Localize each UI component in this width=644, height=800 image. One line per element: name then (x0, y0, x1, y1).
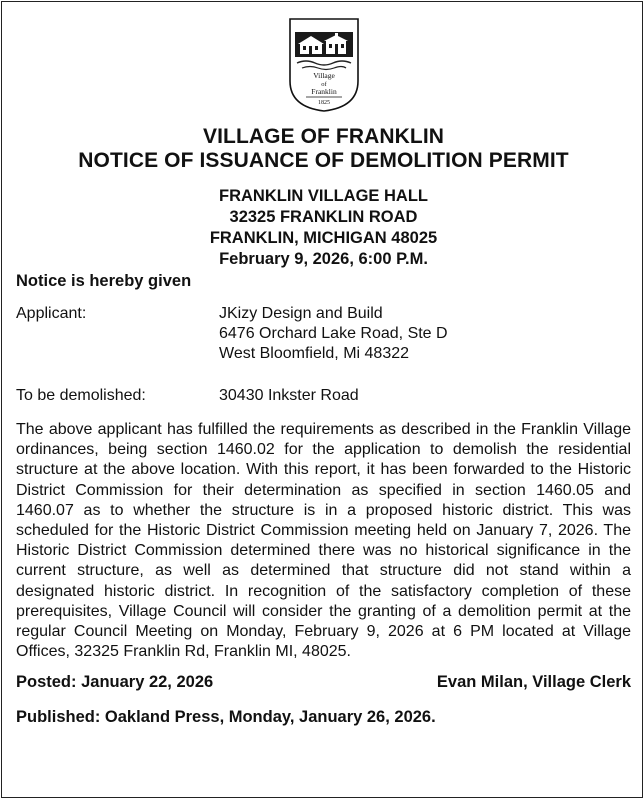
applicant-name: JKizy Design and Build (219, 305, 383, 322)
venue-name: FRANKLIN VILLAGE HALL (219, 187, 428, 205)
applicant-details (219, 304, 448, 364)
demolished-value: 30430 Inkster Road (219, 387, 359, 404)
demolished-address (219, 386, 359, 406)
notice-given: Notice is hereby given (16, 272, 192, 290)
demolished-row (16, 386, 631, 406)
posted-date: Posted: January 22, 2026 (16, 673, 214, 692)
venue-street: 32325 FRANKLIN ROAD (229, 208, 418, 226)
village-seal-icon (288, 17, 360, 113)
posted-row (16, 672, 631, 692)
published-line: Published: Oakland Press, Monday, January 26, 2026. (16, 708, 436, 727)
seal-text-of: of (320, 81, 327, 88)
seal-container (16, 2, 631, 113)
notice-title (16, 125, 631, 173)
venue-datetime: February 9, 2026, 6:00 P.M. (219, 250, 428, 268)
seal-text-year: 1825 (317, 100, 330, 106)
applicant-address-2: West Bloomfield, Mi 48322 (219, 345, 410, 362)
title-line-2: NOTICE OF ISSUANCE OF DEMOLITION PERMIT (78, 149, 569, 172)
title-line-1: VILLAGE OF FRANKLIN (202, 125, 445, 148)
applicant-label: Applicant: (16, 305, 87, 322)
notice-frame (1, 1, 643, 798)
notice-body: The above applicant has fulfilled the requirements as described in the Franklin Village ordinances, being section 1460.02 for the application to demolish the residential structure at the above location. With this report, it has been forwarded to the Historic District Commission for their determination as specified in section 1460.05 and 1460.07 as to whether the structure is in a proposed historic district. This was scheduled for the Historic District Commission meeting held on January 7, 2026. The Historic District Commission determined there was no historical significance in the current structure, as well as determined that structure did not stand within a designated historic district. In recognition of the satisfactory completion of these prerequisites, Village Council will consider the granting of a demolition permit at the regular Council Meeting on Monday, February 9, 2026 at 6 PM located at Village Offices, 32325 Franklin Rd, Franklin MI, 48025. (16, 421, 631, 661)
applicant-address-1: 6476 Orchard Lake Road, Ste D (219, 325, 448, 342)
demolished-label: To be demolished: (16, 387, 146, 404)
seal-text-village: Village (312, 71, 335, 80)
venue-city: FRANKLIN, MICHIGAN 48025 (209, 229, 438, 247)
seal-text-franklin: Franklin (310, 87, 337, 96)
applicant-row (16, 304, 631, 364)
village-clerk: Evan Milan, Village Clerk (436, 673, 631, 692)
venue-block (16, 186, 631, 270)
